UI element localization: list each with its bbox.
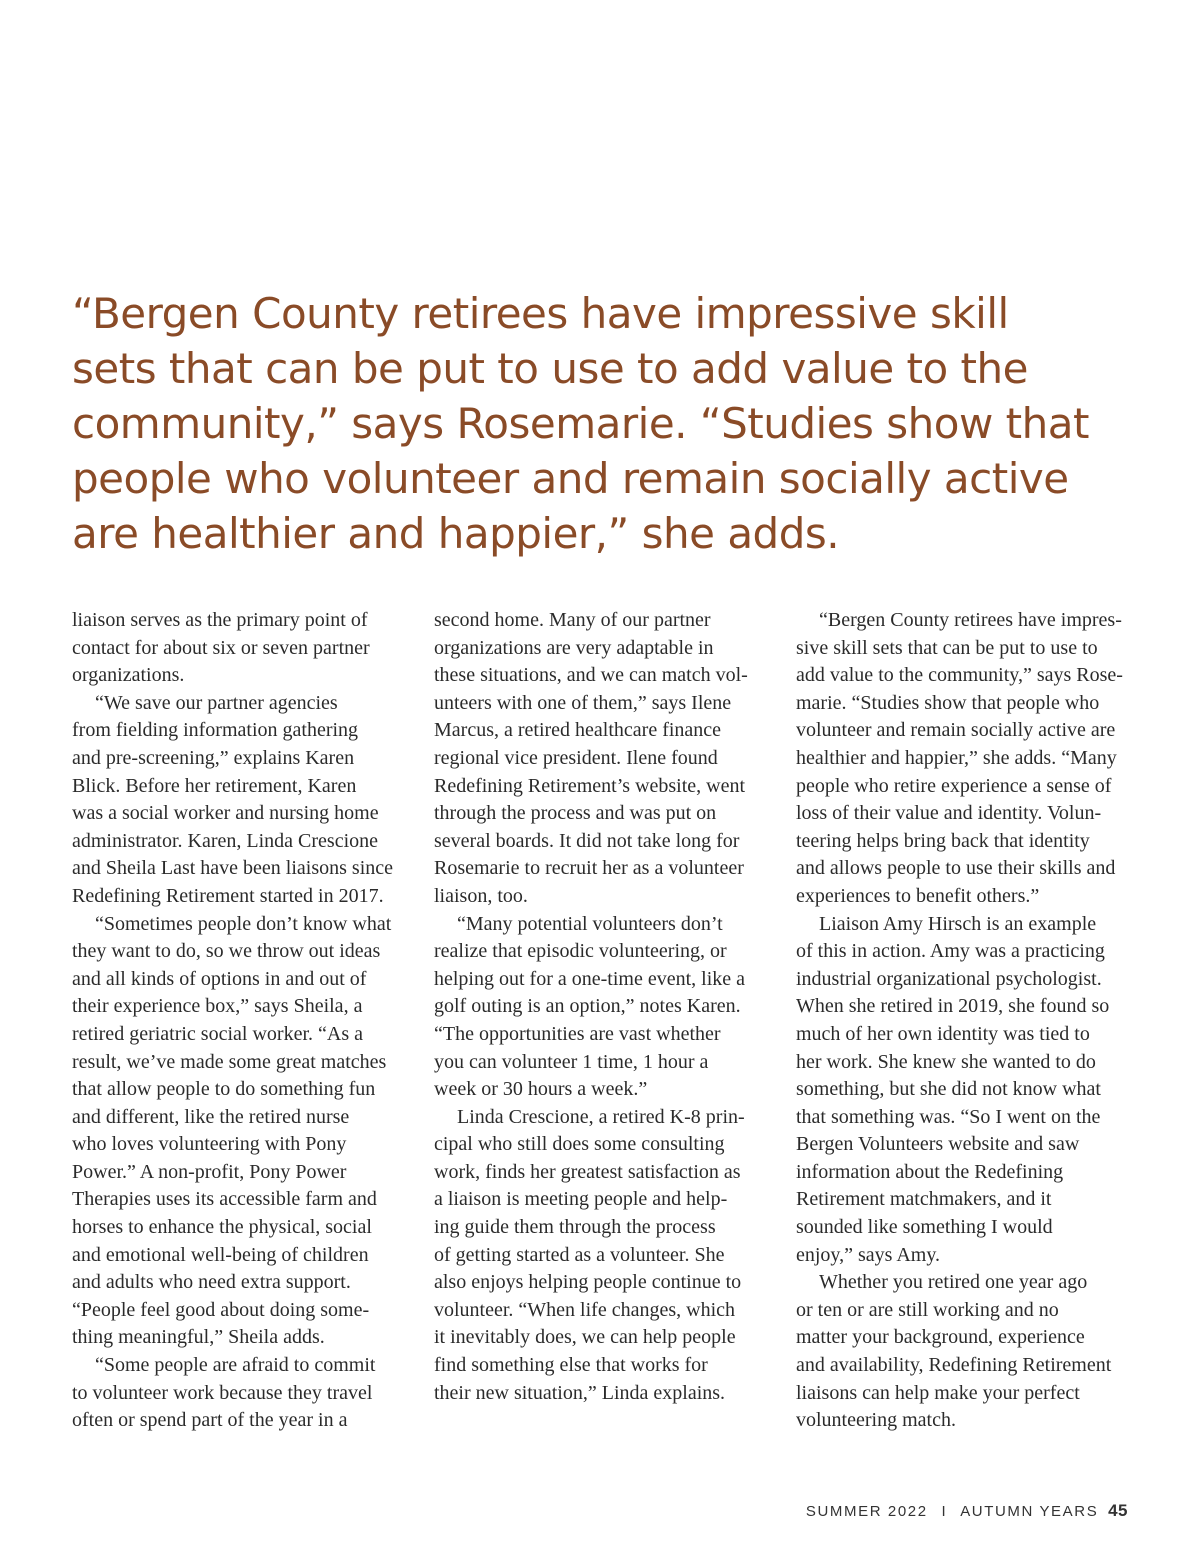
pull-quote-line: community,” says Rosemarie. “Studies show that — [72, 399, 1089, 448]
text-line: retired geriatric social worker. “As a — [72, 1022, 363, 1045]
text-line: volunteer and remain socially active are — [796, 719, 1116, 742]
text-line: volunteering match. — [796, 1409, 956, 1432]
text-line: much of her own identity was tied to — [796, 1022, 1090, 1045]
text-line: a liaison is meeting people and help- — [434, 1188, 728, 1211]
pull-quote — [72, 286, 1089, 561]
article-column-3 — [796, 607, 1136, 1435]
text-line: and Sheila Last have been liaisons since — [72, 857, 394, 880]
footer-issue: SUMMER 2022 — [805, 1503, 928, 1520]
text-line: regional vice president. Ilene found — [434, 746, 718, 769]
text-line: Blick. Before her retirement, Karen — [72, 774, 357, 797]
text-line: “The opportunities are vast whether — [434, 1022, 721, 1045]
text-line: helping out for a one-time event, like a — [434, 967, 746, 990]
page-number: 45 — [1108, 1501, 1128, 1520]
text-line: Marcus, a retired healthcare finance — [434, 719, 722, 742]
text-line: week or 30 hours a week.” — [434, 1078, 648, 1101]
text-line: Whether you retired one year ago — [819, 1271, 1088, 1294]
text-line: organizations. — [72, 664, 185, 687]
text-line: information about the Redefining — [796, 1160, 1064, 1183]
text-line: and allows people to use their skills and — [796, 857, 1116, 880]
text-line: volunteer. “When life changes, which — [434, 1298, 735, 1321]
text-line: Therapies uses its accessible farm and — [72, 1188, 377, 1211]
text-line: add value to the community,” says Rose- — [796, 664, 1123, 687]
text-line: golf outing is an option,” notes Karen. — [434, 995, 741, 1018]
text-line: find something else that works for — [434, 1354, 708, 1377]
pull-quote-line: “Bergen County retirees have impressive skill — [72, 289, 1009, 338]
text-line: something, but she did not know what — [796, 1078, 1101, 1101]
text-line: Liaison Amy Hirsch is an example — [819, 912, 1097, 935]
text-line: liaison, too. — [434, 884, 528, 907]
text-line: Bergen Volunteers website and saw — [796, 1133, 1080, 1156]
text-line: it inevitably does, we can help people — [434, 1326, 736, 1349]
text-line: sounded like something I would — [796, 1216, 1053, 1239]
text-line: often or spend part of the year in a — [72, 1409, 348, 1432]
text-line: Redefining Retirement started in 2017. — [72, 884, 384, 907]
text-line: they want to do, so we throw out ideas — [72, 940, 381, 963]
text-line: was a social worker and nursing home — [72, 802, 379, 825]
text-line: organizations are very adaptable in — [434, 636, 714, 659]
text-line: and emotional well-being of children — [72, 1243, 369, 1266]
text-line: several boards. It did not take long for — [434, 829, 740, 852]
text-line: and adults who need extra support. — [72, 1271, 351, 1294]
text-line: marie. “Studies show that people who — [796, 691, 1100, 714]
text-line: liaison serves as the primary point of — [72, 609, 368, 631]
text-line: matter your background, experience — [796, 1326, 1085, 1349]
text-line: of getting started as a volunteer. She — [434, 1243, 725, 1266]
text-line: their experience box,” says Sheila, a — [72, 995, 363, 1018]
text-line: loss of their value and identity. Volun- — [796, 802, 1102, 825]
text-line: to volunteer work because they travel — [72, 1381, 373, 1404]
text-line: contact for about six or seven partner — [72, 636, 370, 659]
pull-quote-line: are healthier and happier,” she adds. — [72, 509, 840, 558]
text-line: “Many potential volunteers don’t — [457, 912, 723, 935]
text-line: industrial organizational psychologist. — [796, 967, 1102, 990]
text-line: “People feel good about doing some- — [72, 1298, 370, 1321]
text-line: these situations, and we can match vol- — [434, 664, 748, 687]
text-line: result, we’ve made some great matches — [72, 1050, 387, 1073]
text-line: administrator. Karen, Linda Crescione — [72, 829, 379, 852]
pull-quote-line: people who volunteer and remain socially active — [72, 454, 1069, 503]
text-line: second home. Many of our partner — [434, 609, 711, 631]
text-line: teering helps bring back that identity — [796, 829, 1090, 852]
text-line: “Some people are afraid to commit — [95, 1354, 376, 1377]
text-line: who loves volunteering with Pony — [72, 1133, 347, 1156]
text-line: from fielding information gathering — [72, 719, 359, 742]
page-footer — [806, 1501, 1128, 1521]
text-line: thing meaningful,” Sheila adds. — [72, 1326, 325, 1349]
text-line: “Bergen County retirees have impres- — [819, 609, 1122, 631]
text-line: ing guide them through the process — [434, 1216, 716, 1239]
text-line: through the process and was put on — [434, 802, 717, 825]
text-line: “Sometimes people don’t know what — [95, 912, 392, 935]
text-line: Redefining Retirement’s website, went — [434, 774, 746, 797]
text-line: and all kinds of options in and out of — [72, 967, 367, 990]
text-line: that something was. “So I went on the — [796, 1105, 1101, 1128]
text-line: that allow people to do something fun — [72, 1078, 376, 1101]
text-line: Linda Crescione, a retired K-8 prin- — [457, 1105, 745, 1128]
text-line: their new situation,” Linda explains. — [434, 1381, 726, 1404]
text-line: and pre-screening,” explains Karen — [72, 746, 355, 769]
text-line: you can volunteer 1 time, 1 hour a — [434, 1050, 709, 1073]
text-line: liaisons can help make your perfect — [796, 1381, 1080, 1404]
text-line: unteers with one of them,” says Ilene — [434, 691, 732, 714]
text-line: her work. She knew she wanted to do — [796, 1050, 1096, 1073]
text-line: work, finds her greatest satisfaction as — [434, 1160, 741, 1183]
text-line: “We save our partner agencies — [95, 691, 338, 714]
text-line: sive skill sets that can be put to use to — [796, 636, 1098, 659]
text-line: people who retire experience a sense of — [796, 774, 1112, 797]
text-line: enjoy,” says Amy. — [796, 1243, 941, 1266]
pull-quote-line: sets that can be put to use to add value to the — [72, 344, 1028, 393]
text-line: Power.” A non-profit, Pony Power — [72, 1160, 347, 1183]
text-line: of this in action. Amy was a practicing — [796, 940, 1105, 963]
text-line: When she retired in 2019, she found so — [796, 995, 1110, 1018]
text-line: cipal who still does some consulting — [434, 1133, 725, 1156]
article-column-2 — [434, 607, 774, 1407]
text-line: realize that episodic volunteering, or — [434, 940, 727, 963]
text-line: and different, like the retired nurse — [72, 1105, 350, 1128]
text-line: horses to enhance the physical, social — [72, 1216, 372, 1239]
footer-separator: I — [941, 1503, 948, 1520]
footer-magazine: AUTUMN YEARS — [960, 1503, 1099, 1520]
text-line: healthier and happier,” she adds. “Many — [796, 746, 1117, 769]
article-column-1 — [72, 607, 412, 1435]
text-line: also enjoys helping people continue to — [434, 1271, 742, 1294]
text-line: or ten or are still working and no — [796, 1298, 1059, 1321]
text-line: Rosemarie to recruit her as a volunteer — [434, 857, 744, 880]
text-line: Retirement matchmakers, and it — [796, 1188, 1052, 1211]
text-line: experiences to benefit others.” — [796, 884, 1040, 907]
text-line: and availability, Redefining Retirement — [796, 1354, 1112, 1377]
